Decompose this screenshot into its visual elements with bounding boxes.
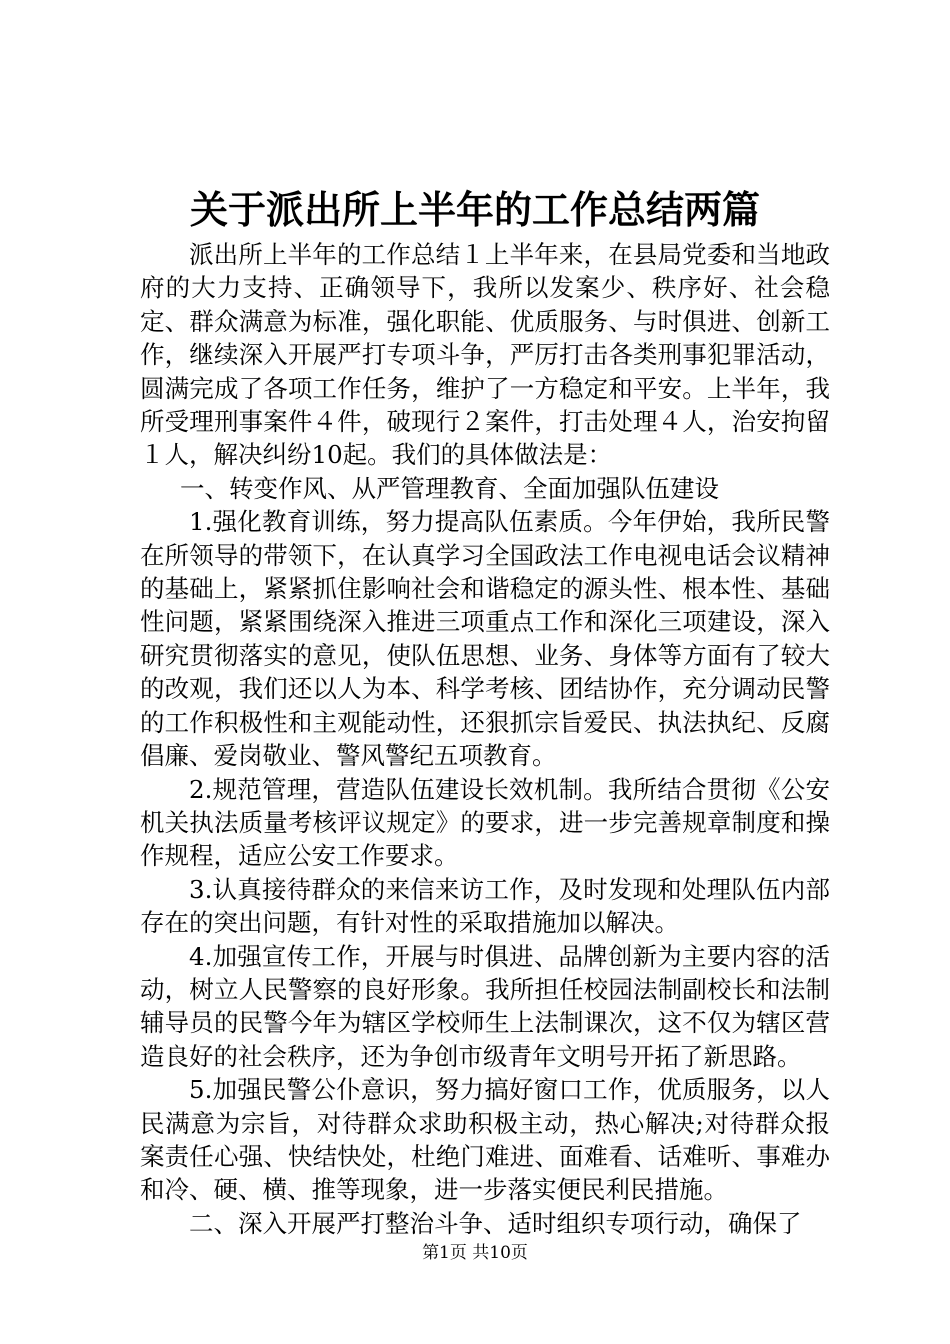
paragraph-item-4: 4.加强宣传工作，开展与时俱进、品牌创新为主要内容的活动，树立人民警察的良好形象。我所担任校园法制副校长和法制辅导员的民警今年为辖区学校师生上法制课次，这不仅为辖区营造良好的社会秩序，还为争创市级青年文明号开拓了新思路。 (140, 941, 830, 1071)
paragraph-item-2: 2.规范管理，营造队伍建设长效机制。我所结合贯彻《公安机关执法质量考核评议规定》的要求，进一步完善规章制度和操作规程，适应公安工作要求。 (140, 774, 830, 871)
page-number-footer: 第1页 共10页 (422, 1243, 528, 1263)
paragraph-item-5: 5.加强民警公仆意识，努力搞好窗口工作，优质服务，以人民满意为宗旨，对待群众求助积极主动，热心解决;对待群众报案责任心强、快结快处，杜绝门难进、面难看、话难听、事难办和冷、硬、横、推等现象，进一步落实便民利民措施。 (140, 1075, 830, 1205)
paragraph-intro: 派出所上半年的工作总结１上半年来，在县局党委和当地政府的大力支持、正确领导下，我所以发案少、秩序好、社会稳定、群众满意为标准，强化职能、优质服务、与时俱进、创新工作，继续深入开展严打专项斗争，严厉打击各类刑事犯罪活动，圆满完成了各项工作任务，维护了一方稳定和平安。上半年，我所受理刑事案件４件，破现行２案件，打击处理４人，治安拘留１人，解决纠纷10起。我们的具体做法是： (140, 240, 830, 470)
paragraph-item-1: 1.强化教育训练，努力提高队伍素质。今年伊始，我所民警在所领导的带领下，在认真学习全国政法工作电视电话会议精神的基础上，紧紧抓住影响社会和谐稳定的源头性、根本性、基础性问题，紧紧围绕深入推进三项重点工作和深化三项建设，深入研究贯彻落实的意见，使队伍思想、业务、身体等方面有了较大的改观，我们还以人为本、科学考核、团结协作，充分调动民警的工作积极性和主观能动性，还狠抓宗旨爱民、执法执纪、反腐倡廉、爱岗敬业、警风警纪五项教育。 (140, 507, 830, 771)
document-title: 关于派出所上半年的工作总结两篇 (189, 187, 760, 232)
section-heading-2: 二、深入开展严打整治斗争、适时组织专项行动，确保了 (189, 1208, 802, 1238)
document-body (140, 238, 830, 1240)
section-heading-1: 一、转变作风、从严管理教育、全面加强队伍建设 (180, 473, 719, 503)
paragraph-item-3: 3.认真接待群众的来信来访工作，及时发现和处理队伍内部存在的突出问题，有针对性的采取措施加以解决。 (140, 874, 830, 938)
